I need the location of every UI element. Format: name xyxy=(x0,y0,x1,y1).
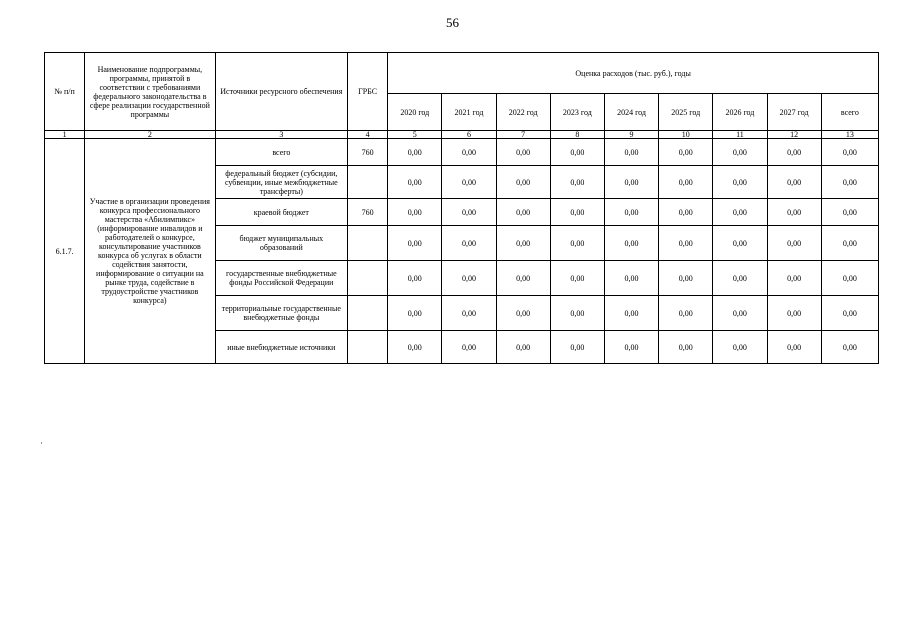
total-cell: 0,00 xyxy=(821,166,878,199)
value-cell: 0,00 xyxy=(659,139,713,166)
value-cell: 0,00 xyxy=(767,199,821,226)
value-cell: 0,00 xyxy=(550,331,604,364)
total-cell: 0,00 xyxy=(821,261,878,296)
value-cell: 0,00 xyxy=(496,166,550,199)
value-cell: 0,00 xyxy=(496,296,550,331)
item-name: Участие в организации проведения конкурса профессионального мастерства «Абилимпикс» (информирование инвалидов и работодателей о конкурсе, консультирование участников конкурса об услугах в области содействия занятости, информирование о ситуации на рынке труда, содействие в трудоустройстве участников конкурса) xyxy=(85,139,215,364)
source-cell: федеральный бюджет (субсидии, субвенции, иные межбюджетные трансферты) xyxy=(215,166,347,199)
grbs-cell: 760 xyxy=(348,139,388,166)
value-cell: 0,00 xyxy=(550,261,604,296)
column-index: 5 xyxy=(388,131,442,139)
column-index: 3 xyxy=(215,131,347,139)
value-cell: 0,00 xyxy=(496,226,550,261)
value-cell: 0,00 xyxy=(442,296,496,331)
source-cell: всего xyxy=(215,139,347,166)
header-year: 2024 год xyxy=(604,94,658,131)
value-cell: 0,00 xyxy=(388,331,442,364)
grbs-cell xyxy=(348,166,388,199)
value-cell: 0,00 xyxy=(713,166,767,199)
column-index: 13 xyxy=(821,131,878,139)
header-year: 2025 год xyxy=(659,94,713,131)
total-cell: 0,00 xyxy=(821,199,878,226)
total-cell: 0,00 xyxy=(821,226,878,261)
value-cell: 0,00 xyxy=(659,166,713,199)
page-number: 56 xyxy=(446,15,459,30)
column-index: 10 xyxy=(659,131,713,139)
value-cell: 0,00 xyxy=(496,331,550,364)
scan-artifact xyxy=(41,442,42,444)
value-cell: 0,00 xyxy=(604,261,658,296)
column-index-row xyxy=(45,131,879,139)
grbs-cell xyxy=(348,296,388,331)
value-cell: 0,00 xyxy=(496,261,550,296)
value-cell: 0,00 xyxy=(550,226,604,261)
value-cell: 0,00 xyxy=(388,166,442,199)
grbs-cell xyxy=(348,331,388,364)
header-name: Наименование подпрограммы, программы, принятой в соответствии с требованиями федерального законодательства в сфере реализации государственной программы xyxy=(85,53,215,131)
column-index: 9 xyxy=(604,131,658,139)
value-cell: 0,00 xyxy=(767,166,821,199)
column-index: 8 xyxy=(550,131,604,139)
column-index: 11 xyxy=(713,131,767,139)
header-estimate: Оценка расходов (тыс. руб.), годы xyxy=(388,53,879,94)
header-year: 2027 год xyxy=(767,94,821,131)
item-number: 6.1.7. xyxy=(45,139,85,364)
header-source: Источники ресурсного обеспечения xyxy=(215,53,347,131)
value-cell: 0,00 xyxy=(767,331,821,364)
expense-table xyxy=(44,52,879,364)
value-cell: 0,00 xyxy=(713,296,767,331)
header-year: 2022 год xyxy=(496,94,550,131)
source-cell: территориальные государственные внебюджетные фонды xyxy=(215,296,347,331)
value-cell: 0,00 xyxy=(713,261,767,296)
source-cell: краевой бюджет xyxy=(215,199,347,226)
source-cell: бюджет муниципальных образований xyxy=(215,226,347,261)
value-cell: 0,00 xyxy=(388,296,442,331)
grbs-cell: 760 xyxy=(348,199,388,226)
value-cell: 0,00 xyxy=(442,166,496,199)
value-cell: 0,00 xyxy=(767,296,821,331)
value-cell: 0,00 xyxy=(496,139,550,166)
value-cell: 0,00 xyxy=(659,226,713,261)
value-cell: 0,00 xyxy=(659,261,713,296)
value-cell: 0,00 xyxy=(388,199,442,226)
header-year: 2026 год xyxy=(713,94,767,131)
column-index: 7 xyxy=(496,131,550,139)
value-cell: 0,00 xyxy=(659,296,713,331)
value-cell: 0,00 xyxy=(442,199,496,226)
value-cell: 0,00 xyxy=(550,199,604,226)
header-row xyxy=(45,53,879,94)
column-index: 6 xyxy=(442,131,496,139)
header-year: 2023 год xyxy=(550,94,604,131)
value-cell: 0,00 xyxy=(388,139,442,166)
value-cell: 0,00 xyxy=(604,166,658,199)
value-cell: 0,00 xyxy=(442,226,496,261)
column-index: 12 xyxy=(767,131,821,139)
value-cell: 0,00 xyxy=(442,139,496,166)
header-year: 2021 год xyxy=(442,94,496,131)
value-cell: 0,00 xyxy=(388,226,442,261)
value-cell: 0,00 xyxy=(550,139,604,166)
value-cell: 0,00 xyxy=(767,139,821,166)
column-index: 2 xyxy=(85,131,215,139)
value-cell: 0,00 xyxy=(496,199,550,226)
header-grbs: ГРБС xyxy=(348,53,388,131)
value-cell: 0,00 xyxy=(604,199,658,226)
header-number: № п/п xyxy=(45,53,85,131)
total-cell: 0,00 xyxy=(821,296,878,331)
value-cell: 0,00 xyxy=(659,331,713,364)
header-year: 2020 год xyxy=(388,94,442,131)
column-index: 1 xyxy=(45,131,85,139)
value-cell: 0,00 xyxy=(713,226,767,261)
value-cell: 0,00 xyxy=(604,331,658,364)
value-cell: 0,00 xyxy=(550,296,604,331)
value-cell: 0,00 xyxy=(550,166,604,199)
value-cell: 0,00 xyxy=(659,199,713,226)
value-cell: 0,00 xyxy=(604,139,658,166)
column-index: 4 xyxy=(348,131,388,139)
value-cell: 0,00 xyxy=(604,296,658,331)
value-cell: 0,00 xyxy=(713,331,767,364)
table-row xyxy=(45,139,879,166)
value-cell: 0,00 xyxy=(604,226,658,261)
total-cell: 0,00 xyxy=(821,139,878,166)
source-cell: государственные внебюджетные фонды Российской Федерации xyxy=(215,261,347,296)
source-cell: иные внебюджетные источники xyxy=(215,331,347,364)
grbs-cell xyxy=(348,226,388,261)
value-cell: 0,00 xyxy=(442,261,496,296)
value-cell: 0,00 xyxy=(713,139,767,166)
value-cell: 0,00 xyxy=(767,261,821,296)
value-cell: 0,00 xyxy=(767,226,821,261)
grbs-cell xyxy=(348,261,388,296)
value-cell: 0,00 xyxy=(388,261,442,296)
value-cell: 0,00 xyxy=(713,199,767,226)
value-cell: 0,00 xyxy=(442,331,496,364)
total-cell: 0,00 xyxy=(821,331,878,364)
header-total: всего xyxy=(821,94,878,131)
